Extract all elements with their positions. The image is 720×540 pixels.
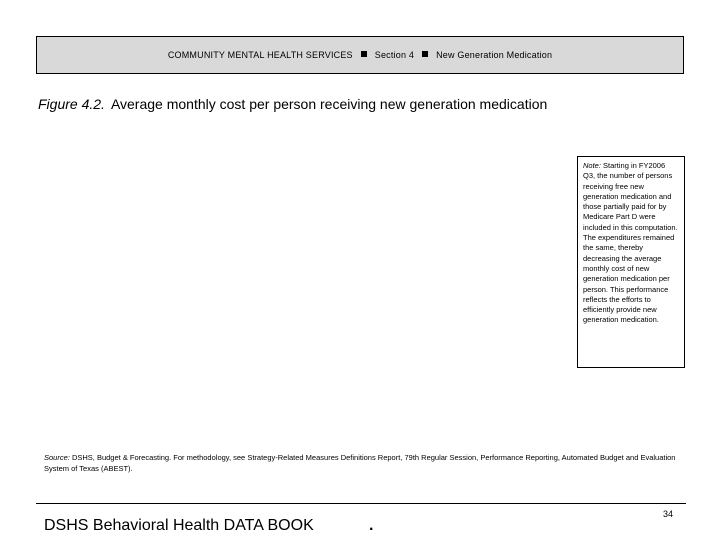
footer-book-title: DSHS Behavioral Health DATA BOOK	[44, 517, 314, 534]
note-text: Starting in FY2006 Q3, the number of persons receiving free new generation medication and those partially paid for by Medicare Part D were included in this computation. The expenditures remained the same, thereby decreasing the average monthly cost of new generation medication per person. This performance reflects the efforts to efficiently provide new generation medication.	[583, 161, 678, 325]
square-bullet-icon	[422, 51, 428, 57]
note-label: Note:	[583, 161, 601, 170]
figure-title	[38, 96, 684, 112]
page-number: 34	[663, 509, 674, 519]
figure-caption: Average monthly cost per person receiving new generation medication	[110, 96, 548, 112]
figure-label: Figure 4.2.	[38, 96, 105, 112]
square-bullet-icon	[361, 51, 367, 57]
note-box	[577, 156, 685, 368]
header-topic: New Generation Medication	[436, 50, 553, 60]
footer-trailing-mark: .	[369, 517, 374, 534]
source-text: DSHS, Budget & Forecasting. For methodology, see Strategy-Related Measures Definitions Report, 79th Regular Session, Performance Reporting, Automated Budget and Evaluation System of Texas (ABEST).	[44, 453, 676, 473]
section-header	[36, 36, 684, 74]
source-label: Source:	[44, 453, 70, 462]
source-citation	[44, 452, 684, 474]
footer-divider	[36, 503, 686, 504]
header-program: COMMUNITY MENTAL HEALTH SERVICES	[167, 50, 353, 60]
header-section: Section 4	[374, 50, 415, 60]
